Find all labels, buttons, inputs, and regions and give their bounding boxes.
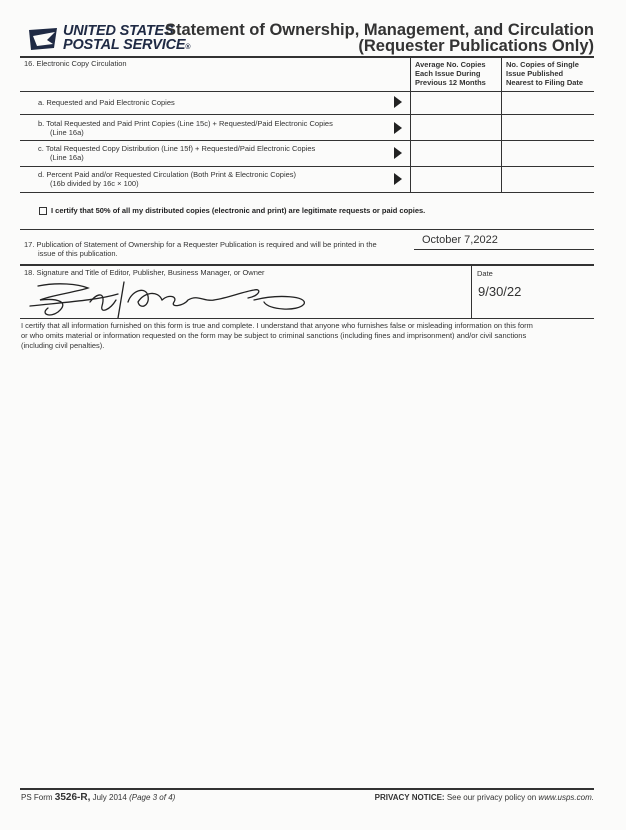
- date-col-rule: [471, 265, 472, 318]
- row-16d-label: d. Percent Paid and/or Requested Circulation (Both Print & Electronic Copies) (16b divided by 16c × 100): [38, 170, 297, 188]
- form-title: Statement of Ownership, Management, and Circulation: [164, 21, 594, 39]
- table-top-rule: [20, 56, 594, 58]
- issue-date-value: October 7,2022: [422, 234, 498, 246]
- row-rule: [20, 166, 594, 167]
- row-rule: [20, 91, 594, 92]
- row-rule: [20, 140, 594, 141]
- certification-statement: I certify that all information furnished on this form is true and complete. I understand that anyone who furnishes false or misleading information on this form or who omits material or information requested on the form may be subject to criminal sanctions (including fines and imprisonment) and/or civil sanctions (including civil penalties).: [21, 321, 533, 350]
- form-identifier: PS Form 3526-R, July 2014 (Page 3 of 4): [21, 792, 176, 803]
- date-label: Date: [477, 269, 493, 278]
- col-header-single-issue: No. Copies of Single Issue Published Nearest to Filing Date: [506, 60, 584, 87]
- row-16b-label: b. Total Requested and Paid Print Copies (Line 15c) + Requested/Paid Electronic Copies (Line 16a): [38, 119, 333, 137]
- privacy-notice: PRIVACY NOTICE: See our privacy policy on www.usps.com.: [374, 793, 594, 802]
- arrow-icon: [394, 147, 402, 159]
- logo-text-line1: UNITED STATES: [63, 23, 174, 39]
- date-value: 9/30/22: [478, 284, 522, 299]
- section-rule: [20, 229, 594, 230]
- row-16a-label: a. Requested and Paid Electronic Copies: [38, 98, 175, 107]
- signature: [28, 272, 318, 324]
- arrow-icon: [394, 96, 402, 108]
- section16-label: 16. Electronic Copy Circulation: [24, 59, 127, 68]
- row-rule: [20, 192, 594, 193]
- usps-eagle-logo: [27, 24, 61, 54]
- certify-checkbox[interactable]: [39, 207, 47, 215]
- signature-rule: [20, 318, 594, 319]
- section18-label: 18. Signature and Title of Editor, Publisher, Business Manager, or Owner: [24, 268, 265, 277]
- row-16c-label: c. Total Requested Copy Distribution (Line 15f) + Requested/Paid Electronic Copies (Line 16a): [38, 144, 316, 162]
- logo-text-line2: POSTAL SERVICE®: [63, 37, 191, 53]
- arrow-icon: [394, 122, 402, 134]
- section-rule: [20, 264, 594, 266]
- section17-text: 17. Publication of Statement of Ownership for a Requester Publication is required and will be printed in the issue of this publication.: [24, 240, 377, 258]
- footer-rule: [20, 788, 594, 790]
- arrow-icon: [394, 173, 402, 185]
- col-header-average: Average No. Copies Each Issue During Previous 12 Months: [415, 60, 486, 87]
- col1-left-rule: [410, 57, 411, 193]
- row-rule: [20, 114, 594, 115]
- certify-text: I certify that 50% of all my distributed copies (electronic and print) are legitimate requests or paid copies.: [51, 206, 426, 215]
- issue-blank-line: [414, 249, 594, 250]
- form-subtitle: (Requester Publications Only): [358, 37, 594, 55]
- col2-left-rule: [501, 57, 502, 193]
- privacy-link[interactable]: www.usps.com.: [538, 793, 594, 802]
